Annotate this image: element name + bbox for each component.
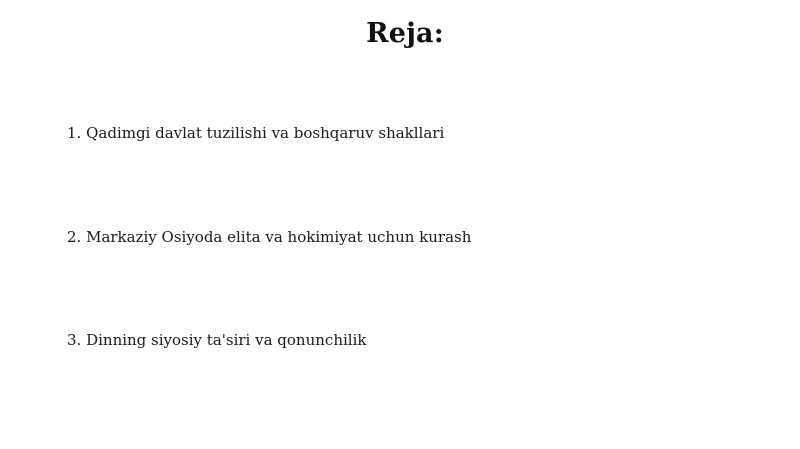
slide-title: Reja:: [366, 18, 444, 49]
plan-item-2: 2. Markaziy Osiyoda elita va hokimiyat uchun kurash: [67, 228, 472, 246]
plan-item-3: 3. Dinning siyosiy ta'siri va qonunchilik: [67, 331, 367, 349]
plan-item-1: 1. Qadimgi davlat tuzilishi va boshqaruv shakllari: [67, 124, 445, 142]
